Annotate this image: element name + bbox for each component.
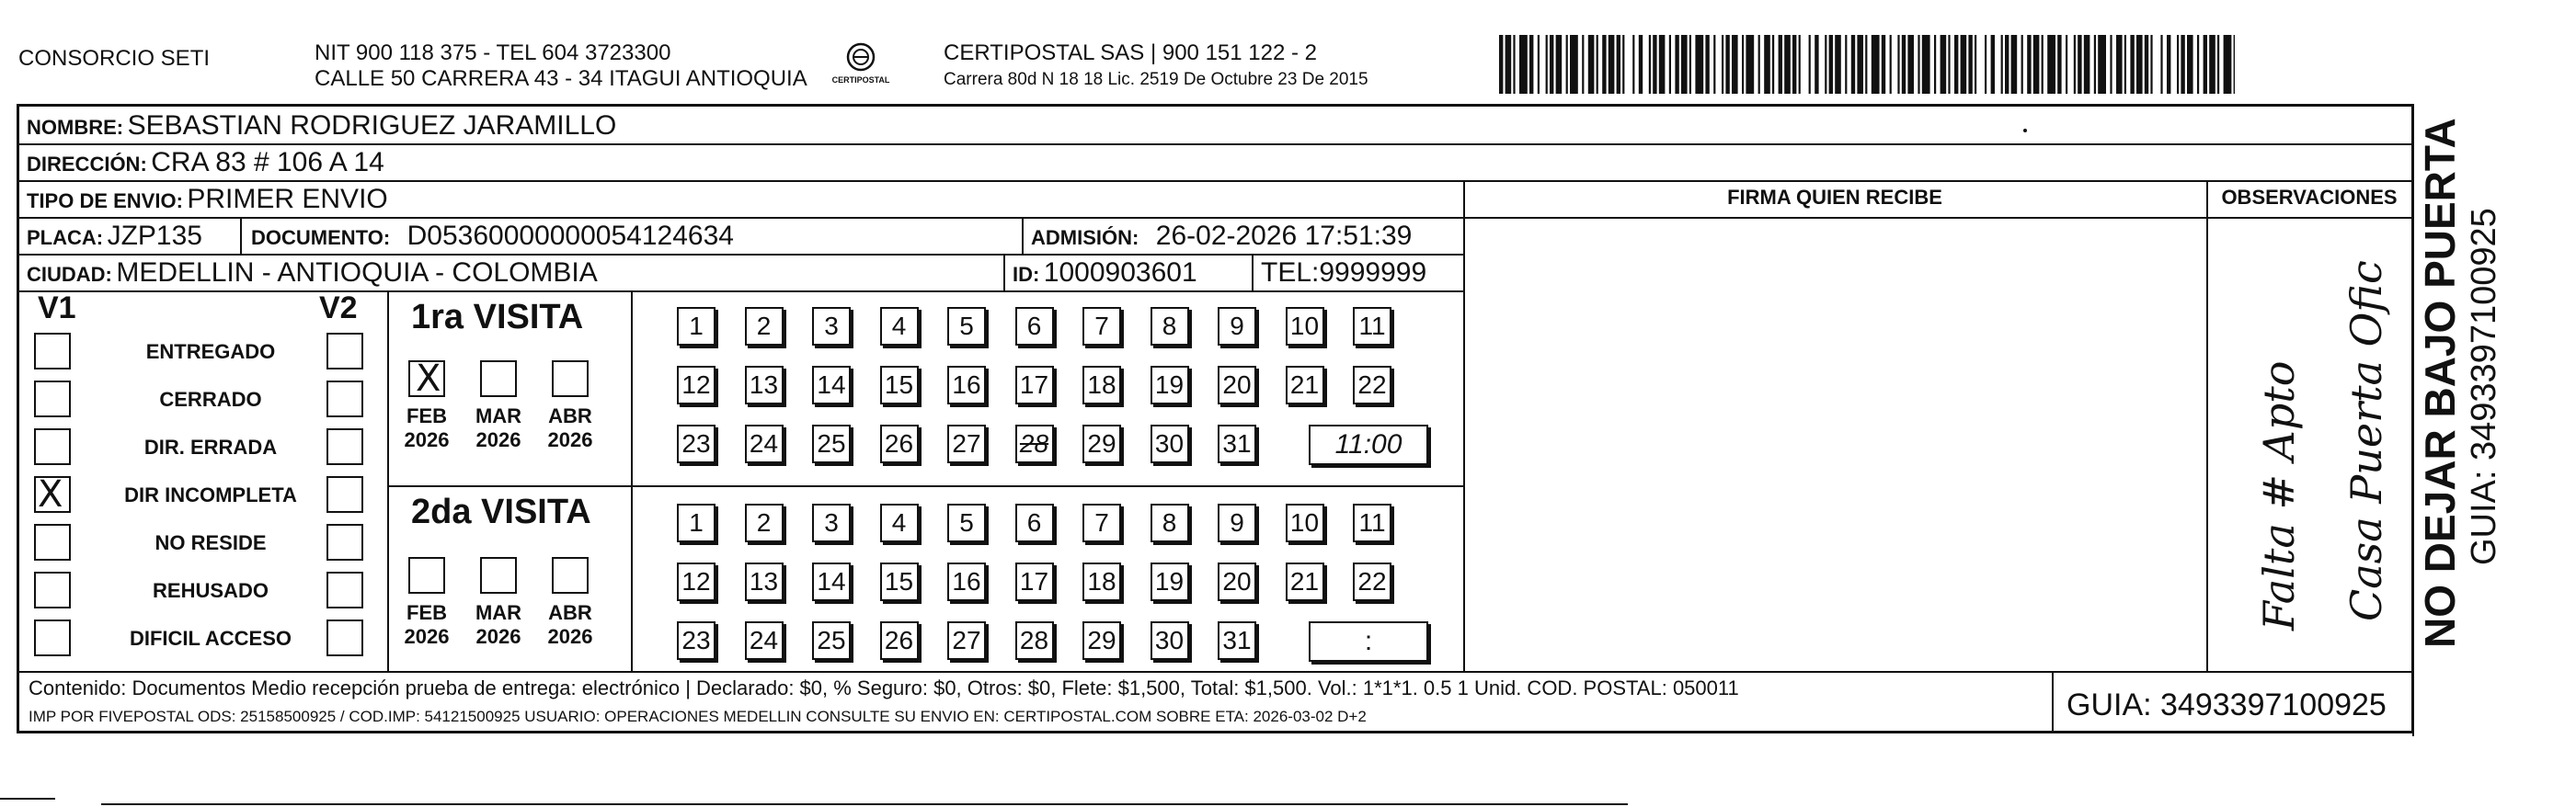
barcode-bar (1825, 35, 1826, 94)
second-visit-day[interactable]: 10 (1286, 504, 1324, 542)
certi-address: Carrera 80d N 18 18 Lic. 2519 De Octubre 23 De 2015 (944, 70, 1368, 89)
barcode-bar (1882, 35, 1885, 94)
admision-row (1031, 221, 1412, 252)
first-visit-day[interactable]: 19 (1151, 366, 1189, 404)
month-year: 2026 (547, 625, 593, 648)
barcode-bar (1985, 35, 1986, 94)
rule-2 (19, 180, 2412, 182)
barcode-bar (1675, 35, 1678, 94)
barcode-bar (1566, 35, 1568, 94)
first-visit-day[interactable]: 23 (677, 425, 716, 463)
barcode-bar (1829, 35, 1833, 94)
tipo-value: PRIMER ENVIO (187, 184, 388, 214)
barcode-bar (2136, 35, 2143, 94)
certipostal-logo (826, 39, 896, 94)
month-label (543, 601, 598, 649)
barcode-bar (1681, 35, 1688, 94)
barcode-bar (2027, 35, 2031, 94)
page-line-bottom (101, 803, 1628, 805)
page-line-left (0, 798, 55, 800)
first-visit-day[interactable]: 17 (1015, 366, 1054, 404)
barcode-bar (1968, 35, 1972, 94)
v1-checkbox[interactable] (34, 572, 71, 608)
first-visit-day[interactable]: 10 (1286, 307, 1324, 346)
first-visit-day[interactable]: 16 (947, 366, 986, 404)
placa-row (27, 221, 202, 252)
admision-label: ADMISIÓN: (1031, 226, 1139, 249)
id-value: 1000903601 (1043, 257, 1197, 288)
barcode-bar (2084, 35, 2090, 94)
barcode-bar (1872, 35, 1880, 94)
month-year: 2026 (404, 625, 450, 648)
side-guia: GUIA: 3493397100925 (2465, 208, 2503, 565)
month-name: MAR (475, 601, 522, 624)
v2-checkbox[interactable] (326, 333, 363, 369)
second-visit-day[interactable]: 5 (947, 504, 986, 542)
barcode-bar (2011, 35, 2018, 94)
barcode-bar (1597, 35, 1598, 94)
first-visit-day[interactable]: 24 (745, 425, 784, 463)
barcode-bar (1954, 35, 1958, 94)
v2-checkbox[interactable] (326, 572, 363, 608)
barcode-bar (2116, 35, 2123, 94)
barcode-bar (2110, 35, 2112, 94)
reason-label: REHUSADO (153, 579, 269, 602)
signature-area[interactable] (1465, 219, 2206, 669)
barcode-bar (1617, 35, 1620, 94)
id-row (1013, 257, 1197, 289)
first-visit-day[interactable]: 28 (1015, 425, 1054, 463)
first-visit-day[interactable]: 5 (947, 307, 986, 346)
tel-divider (1252, 254, 1254, 290)
barcode-bar (2224, 35, 2232, 94)
second-visit-day[interactable]: 28 (1015, 621, 1054, 660)
barcode-bar (1918, 35, 1919, 94)
barcode-bar (1764, 35, 1770, 94)
rule-1 (19, 143, 2412, 145)
reason-label: ENTREGADO (145, 340, 276, 363)
month-label (471, 404, 526, 452)
nit-line: NIT 900 118 375 - TEL 604 3723300 (315, 40, 671, 65)
first-visit-month-box[interactable] (480, 360, 517, 397)
barcode-bar (1499, 35, 1503, 94)
months-divider (631, 290, 633, 671)
second-visit-time[interactable]: : (1309, 621, 1428, 662)
documento-label: DOCUMENTO: (251, 226, 391, 249)
visits-divider (387, 485, 1463, 487)
barcode-bar (1907, 35, 1914, 94)
barcode-bar (2094, 35, 2096, 94)
month-year: 2026 (475, 428, 521, 451)
second-visit-day[interactable]: 7 (1082, 504, 1121, 542)
barcode-bar (1792, 35, 1796, 94)
second-visit-day[interactable]: 12 (677, 563, 716, 601)
barcode-bar (1922, 35, 1930, 94)
barcode-bar (1506, 35, 1512, 94)
second-visit-day[interactable]: 15 (880, 563, 919, 601)
first-visit-day[interactable]: 4 (880, 307, 919, 346)
second-visit-day[interactable]: 17 (1015, 563, 1054, 601)
second-visit-day[interactable]: 27 (947, 621, 986, 660)
second-visit-day[interactable]: 14 (812, 563, 851, 601)
barcode-bar (1948, 35, 1950, 94)
barcode-bar (1902, 35, 1906, 94)
barcode-bar (1519, 35, 1528, 94)
second-visit-day[interactable]: 1 (677, 504, 716, 542)
first-visit-day[interactable]: 14 (812, 366, 851, 404)
second-visit-title: 2da VISITA (411, 493, 591, 531)
barcode-bar (1772, 35, 1774, 94)
documento-value: D05360000000054124634 (406, 221, 734, 251)
barcode-bar (1538, 35, 1540, 94)
ciudad-label: CIUDAD: (27, 263, 112, 286)
v1-checkbox[interactable] (34, 473, 71, 516)
first-visit-day[interactable]: 8 (1151, 307, 1189, 346)
barcode-bar (1689, 35, 1691, 94)
first-visit-day[interactable]: 26 (880, 425, 919, 463)
barcode-bar (1632, 35, 1634, 94)
second-visit-day[interactable]: 22 (1353, 563, 1391, 601)
barcode-bar (1815, 35, 1818, 94)
barcode-bar (2098, 35, 2106, 94)
barcode-bar (2234, 35, 2235, 94)
barcode-bar (1941, 35, 1947, 94)
barcode-bar (1722, 35, 1723, 94)
second-visit-day[interactable]: 31 (1218, 621, 1256, 660)
first-visit-day[interactable]: 27 (947, 425, 986, 463)
v1-checkbox[interactable] (34, 333, 71, 369)
first-visit-month-box[interactable] (552, 360, 589, 397)
barcode-bar (1639, 35, 1643, 94)
footer-guia: GUIA: 3493397100925 (2067, 688, 2387, 722)
month-year: 2026 (404, 428, 450, 451)
barcode-bar (1857, 35, 1863, 94)
reason-label: CERRADO (159, 388, 262, 411)
first-visit-day[interactable]: 1 (677, 307, 716, 346)
barcode-bar (2047, 35, 2055, 94)
second-visit-day[interactable]: 8 (1151, 504, 1189, 542)
barcode-bar (2204, 35, 2207, 94)
barcode-bar (2057, 35, 2061, 94)
barcode-bar (1890, 35, 1892, 94)
documento-row (251, 221, 734, 252)
barcode-bar (2150, 35, 2152, 94)
second-visit-day[interactable]: 23 (677, 621, 716, 660)
handwritten-note-2: Casa Puerta Ofic (2341, 260, 2391, 621)
month-label (399, 404, 454, 452)
reasons-divider (387, 290, 389, 671)
barcode-bar (1934, 35, 1936, 94)
barcode-bar (1742, 35, 1744, 94)
first-visit-day[interactable]: 15 (880, 366, 919, 404)
barcode-bar (1851, 35, 1855, 94)
month-year: 2026 (475, 625, 521, 648)
footer-imp: IMP POR FIVEPOSTAL ODS: 25158500925 / COD.IMP: 54121500925 USUARIO: OPERACIONES MEDELLIN CONSULTE SU ENVIO EN: CERTIPOSTAL.COM SOBRE ETA: 2026-03-02 D+2 (29, 708, 1367, 725)
barcode-bar (1809, 35, 1811, 94)
barcode-bar (1758, 35, 1760, 94)
delivery-form (17, 104, 2414, 733)
month-name: ABR (548, 404, 592, 427)
month-name: MAR (475, 404, 522, 427)
barcode-bar (1556, 35, 1563, 94)
second-visit-day[interactable]: 11 (1353, 504, 1391, 542)
barcode-bar (1570, 35, 1578, 94)
barcode-bar (2217, 35, 2219, 94)
v2-checkbox[interactable] (326, 524, 363, 561)
first-visit-day[interactable]: 31 (1218, 425, 1256, 463)
handwritten-note-1: Falta # Apto (2254, 360, 2304, 631)
nombre-label: NOMBRE: (27, 116, 124, 139)
second-visit-day[interactable]: 13 (745, 563, 784, 601)
barcode-bar (1546, 35, 1548, 94)
check-mark: X (38, 473, 63, 516)
reason-label: NO RESIDE (155, 531, 267, 554)
first-visit-time[interactable]: 11:00 (1309, 425, 1428, 465)
barcode-bar (1835, 35, 1841, 94)
barcode-bar (2021, 35, 2023, 94)
barcode-bar (2181, 35, 2184, 94)
month-name: FEB (406, 601, 447, 624)
barcode-bar (1695, 35, 1703, 94)
barcode-bar (2078, 35, 2081, 94)
barcode-bar (1845, 35, 1847, 94)
reason-label: DIR INCOMPLETA (124, 483, 297, 506)
nombre-value: SEBASTIAN RODRIGUEZ JARAMILLO (127, 110, 617, 141)
v1-label: V1 (38, 290, 76, 325)
speck (2023, 129, 2027, 132)
first-visit-day[interactable]: 29 (1082, 425, 1121, 463)
barcode-bar (2177, 35, 2179, 94)
first-visit-day[interactable]: 2 (745, 307, 784, 346)
first-visit-day[interactable]: 3 (812, 307, 851, 346)
barcode-bar (2197, 35, 2199, 94)
company-name: CONSORCIO SETI (18, 46, 211, 71)
barcode-bar (1669, 35, 1671, 94)
nombre-row (27, 110, 616, 142)
barcode-bar (1725, 35, 1729, 94)
first-visit-day[interactable]: 30 (1151, 425, 1189, 463)
certi-line: CERTIPOSTAL SAS | 900 151 122 - 2 (944, 40, 1317, 65)
second-visit-day[interactable]: 18 (1082, 563, 1121, 601)
address-line: CALLE 50 CARRERA 43 - 34 ITAGUI ANTIOQUIA (315, 66, 807, 91)
second-visit-month-box[interactable] (408, 557, 445, 594)
observaciones-header: OBSERVACIONES (2221, 186, 2398, 209)
barcode-bar (1659, 35, 1666, 94)
ciudad-value: MEDELLIN - ANTIOQUIA - COLOMBIA (116, 257, 598, 288)
footer-guia-divider (2052, 671, 2054, 733)
second-visit-day[interactable]: 9 (1218, 504, 1256, 542)
barcode-bar (1649, 35, 1651, 94)
barcode-bar (1653, 35, 1656, 94)
first-visit-day[interactable]: 21 (1286, 366, 1324, 404)
barcode-bar (1865, 35, 1867, 94)
first-visit-title: 1ra VISITA (411, 298, 584, 336)
second-visit-day[interactable]: 4 (880, 504, 919, 542)
tipo-label: TIPO DE ENVIO: (27, 189, 183, 212)
firma-header: FIRMA QUIEN RECIBE (1727, 186, 1942, 209)
check-mark: X (416, 358, 441, 400)
month-year: 2026 (547, 428, 593, 451)
admision-divider (1022, 217, 1024, 254)
barcode-bar (1588, 35, 1595, 94)
footer-content: Contenido: Documentos Medio recepción prueba de entrega: electrónico | Declarado: $0, % Seguro: $0, Otros: $0, Flete: $1,500, Total: $1,500. Vol.: 1*1*1. 0.5 1 Unid. COD. POSTAL: 050011 (29, 676, 1739, 699)
barcode-bar (2074, 35, 2076, 94)
second-visit-day[interactable]: 26 (880, 621, 919, 660)
barcode-bar (1550, 35, 1553, 94)
barcode-bar (2187, 35, 2193, 94)
barcode-bar (1609, 35, 1615, 94)
first-visit-day[interactable]: 12 (677, 366, 716, 404)
barcode-bar (1622, 35, 1624, 94)
first-visit-day[interactable]: 22 (1353, 366, 1391, 404)
barcode-bar (1784, 35, 1791, 94)
barcode-bar (2066, 35, 2067, 94)
month-name: FEB (406, 404, 447, 427)
id-label: ID: (1013, 263, 1040, 286)
barcode-bar (2145, 35, 2148, 94)
month-name: ABR (548, 601, 592, 624)
first-visit-month-box[interactable] (408, 358, 445, 400)
barcode-bar (2042, 35, 2044, 94)
first-visit-day[interactable]: 7 (1082, 307, 1121, 346)
second-visit-day[interactable]: 2 (745, 504, 784, 542)
barcode-bar (2160, 35, 2162, 94)
side-warning: NO DEJAR BAJO PUERTA (2416, 118, 2464, 648)
first-visit-day[interactable]: 11 (1353, 307, 1391, 346)
placa-value: JZP135 (107, 221, 202, 251)
v1-checkbox[interactable] (34, 428, 71, 465)
barcode-bar (1799, 35, 1801, 94)
rule-5 (19, 290, 1463, 292)
first-visit-day[interactable]: 6 (1015, 307, 1054, 346)
second-visit-day[interactable]: 6 (1015, 504, 1054, 542)
barcode-bar (1602, 35, 1606, 94)
direccion-label: DIRECCIÓN: (27, 153, 147, 176)
first-visit-day[interactable]: 13 (745, 366, 784, 404)
v2-checkbox[interactable] (326, 381, 363, 417)
reason-label: DIFICIL ACCESO (129, 627, 292, 650)
barcode-bar (1713, 35, 1715, 94)
admision-value: 26-02-2026 17:51:39 (1155, 221, 1413, 251)
second-visit-day[interactable]: 20 (1218, 563, 1256, 601)
tipo-row (27, 184, 388, 215)
first-visit-day[interactable]: 18 (1082, 366, 1121, 404)
barcode-bar (2130, 35, 2134, 94)
second-visit-day[interactable]: 21 (1286, 563, 1324, 601)
barcode-bar (1705, 35, 1709, 94)
second-visit-day[interactable]: 24 (745, 621, 784, 660)
v2-checkbox[interactable] (326, 428, 363, 465)
v2-checkbox[interactable] (326, 476, 363, 513)
logo-icon (826, 39, 896, 94)
barcode-bar (1746, 35, 1754, 94)
logo-text: CERTIPOSTAL (831, 75, 890, 85)
rule-4 (19, 254, 1463, 256)
second-visit-month-box[interactable] (480, 557, 517, 594)
v2-checkbox[interactable] (326, 619, 363, 656)
first-visit-day[interactable]: 9 (1218, 307, 1256, 346)
v2-label: V2 (319, 290, 358, 325)
barcode (1499, 35, 2235, 94)
id-divider (1003, 254, 1005, 290)
barcode-bar (2001, 35, 2003, 94)
ciudad-row (27, 257, 598, 289)
month-label (399, 601, 454, 649)
second-visit-day[interactable]: 3 (812, 504, 851, 542)
barcode-bar (2167, 35, 2170, 94)
second-visit-day[interactable]: 19 (1151, 563, 1189, 601)
direccion-value: CRA 83 # 106 A 14 (151, 147, 384, 177)
barcode-bar (1732, 35, 1738, 94)
barcode-bar (2124, 35, 2126, 94)
barcode-bar (1529, 35, 1533, 94)
placa-divider (240, 217, 242, 254)
month-label (471, 601, 526, 649)
v1-checkbox[interactable] (34, 381, 71, 417)
side-divider (2412, 107, 2414, 736)
barcode-bar (2209, 35, 2215, 94)
barcode-bar (1897, 35, 1899, 94)
v1-checkbox[interactable] (34, 619, 71, 656)
v1-checkbox[interactable] (34, 524, 71, 561)
barcode-bar (1513, 35, 1515, 94)
month-label (543, 404, 598, 452)
obs-left-border (2206, 180, 2208, 671)
first-visit-day[interactable]: 25 (812, 425, 851, 463)
barcode-bar (1975, 35, 1976, 94)
second-visit-day[interactable]: 29 (1082, 621, 1121, 660)
second-visit-month-box[interactable] (552, 557, 589, 594)
second-visit-day[interactable]: 16 (947, 563, 986, 601)
barcode-bar (1961, 35, 1967, 94)
tel-value: TEL:9999999 (1261, 257, 1427, 288)
barcode-bar (1582, 35, 1584, 94)
direccion-row (27, 147, 384, 178)
reason-label: DIR. ERRADA (143, 436, 278, 459)
barcode-bar (1991, 35, 1995, 94)
barcode-bar (2033, 35, 2040, 94)
second-visit-day[interactable]: 30 (1151, 621, 1189, 660)
placa-label: PLACA: (27, 226, 104, 249)
barcode-bar (2005, 35, 2009, 94)
second-visit-day[interactable]: 25 (812, 621, 851, 660)
first-visit-day[interactable]: 20 (1218, 366, 1256, 404)
barcode-bar (1779, 35, 1782, 94)
